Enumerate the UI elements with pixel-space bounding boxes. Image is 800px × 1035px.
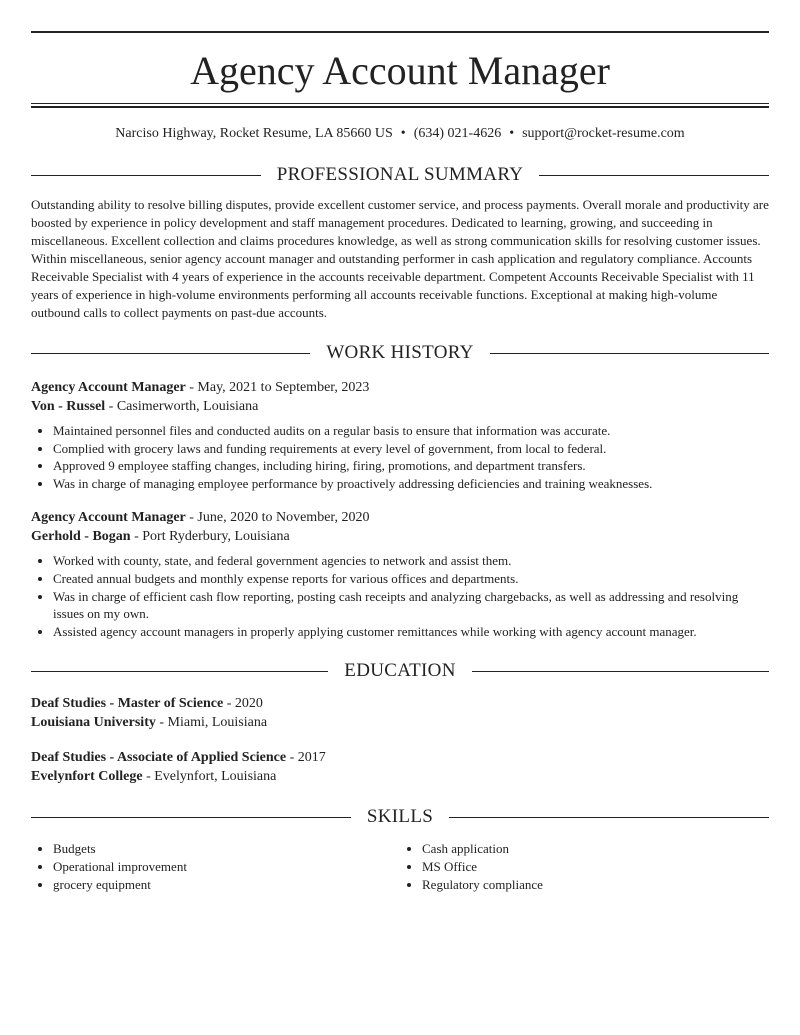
heading-rule [31,671,328,672]
contact-address: Narciso Highway, Rocket Resume, LA 85660 US [115,126,393,141]
top-rule [31,31,769,33]
school-line [31,713,769,732]
skill-item: • Budgets [53,840,400,858]
education-entry [31,748,769,786]
section-heading-summary [31,164,769,186]
school-location: - Miami, Louisiana [155,715,268,731]
section-title: PROFESSIONAL SUMMARY [276,164,524,185]
contact-line [31,124,769,144]
skill-item: • Operational improvement [53,858,400,876]
job-title: Agency Account Manager [31,510,186,526]
job-location: - Casimerworth, Louisiana [105,399,259,414]
job-dates: - June, 2020 to November, 2020 [185,510,370,526]
contact-email[interactable]: support@rocket-resume.com [522,126,685,141]
section-heading-education [31,660,769,682]
job-company-line [31,527,769,546]
skills-columns [31,840,769,893]
degree-year: - 2020 [223,696,263,712]
heading-rule [490,353,769,354]
job-entry [31,378,769,492]
school: Evelynfort College [31,769,143,785]
contact-separator: • [400,126,406,141]
skill-item: • Regulatory compliance [422,876,769,894]
skills-list-left [31,840,400,893]
school: Louisiana University [31,715,156,731]
job-title-line [31,508,769,527]
degree-line [31,748,769,767]
job-company: Gerhold - Bogan [31,529,131,545]
job-bullet: • Worked with county, state, and federal government agencies to network and assist them. [53,552,769,570]
heading-rule [31,175,261,176]
heading-rule [31,353,310,354]
school-location: - Evelynfort, Louisiana [142,769,277,785]
job-company: Von - Russel [31,399,106,414]
degree-year: - 2017 [286,750,326,766]
section-heading-work-history [31,342,769,364]
title-double-rule [31,103,769,108]
degree: Deaf Studies - Master of Science [31,696,224,712]
section-heading-skills [31,806,769,828]
job-bullet: • Was in charge of efficient cash flow reporting, posting cash receipts and analyzing chargebacks, as well as addressing and resolving issues on my own. [53,588,769,623]
job-bullet: • Complied with grocery laws and funding requirements at every level of government, from local to federal. [53,440,769,458]
job-entry [31,508,769,640]
job-company-line [31,397,769,416]
skills-list-right [400,840,769,893]
job-bullet: • Was in charge of managing employee performance by proactively addressing deficiencies and training weaknesses. [53,475,769,493]
job-dates: - May, 2021 to September, 2023 [185,380,370,395]
contact-phone: (634) 021-4626 [413,126,502,141]
skill-item: • MS Office [422,858,769,876]
heading-rule [539,175,769,176]
resume-title: Agency Account Manager [190,48,610,93]
job-bullets [31,552,769,640]
job-location: - Port Ryderbury, Louisiana [130,529,290,545]
resume-page [31,0,769,893]
degree-line [31,694,769,713]
school-line [31,767,769,786]
section-title: EDUCATION [344,660,456,682]
heading-rule [31,817,351,818]
job-bullet: • Approved 9 employee staffing changes, including hiring, firing, promotions, and department transfers. [53,457,769,475]
section-title: WORK HISTORY [326,342,474,363]
contact-separator: • [509,126,515,141]
heading-rule [472,671,769,672]
job-bullet: • Created annual budgets and monthly expense reports for various offices and departments. [53,570,769,588]
job-bullet: • Maintained personnel files and conducted audits on a regular basis to ensure that information was accurate. [53,422,769,440]
skill-item: • Cash application [422,840,769,858]
skill-item: • grocery equipment [53,876,400,894]
section-title: SKILLS [366,806,434,828]
heading-rule [449,817,769,818]
job-title: Agency Account Manager [31,380,186,395]
job-title-line [31,378,769,397]
education-entry [31,694,769,732]
summary-paragraph: Outstanding ability to resolve billing disputes, provide excellent customer service, and process payments. Overall morale and productivity are boosted by experience in policy development and staff management procedures. Dedicated to learning, growing, and succeeding in miscellaneous. Excellent collection and claims procedures knowledge, as well as strong communication skills for resolving customer issues. Within miscellaneous, senior agency account manager and outstanding performer in cash application and regulatory compliance. Accounts Receivable Specialist with 4 years of experience in the accounts receivable department. Competent Accounts Receivable Specialist with 11 years of experience in high-volume environments performing all accounts receivable functions. Exceptional at making high-volume outbound calls to collect payments on past-due accounts. [31,197,769,320]
job-bullet: • Assisted agency account managers in properly applying customer remittances while working with agency account manager. [53,623,769,641]
job-bullets [31,422,769,492]
degree: Deaf Studies - Associate of Applied Science [31,750,287,766]
